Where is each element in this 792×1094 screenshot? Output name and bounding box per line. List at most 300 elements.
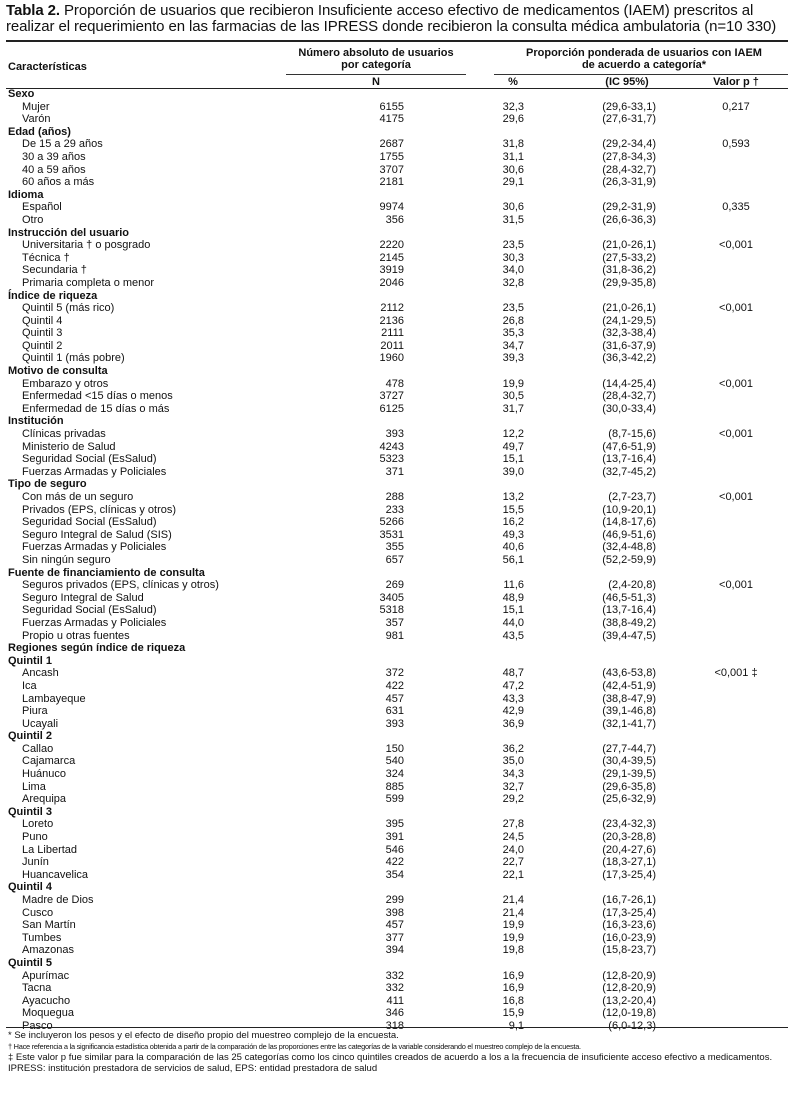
cell-percent: 34,7 — [502, 339, 524, 352]
cell-n: 540 — [385, 755, 404, 768]
cell-ci: (18,3-27,1) — [602, 856, 656, 869]
top-rule — [6, 40, 788, 42]
cell-percent: 31,5 — [502, 213, 524, 226]
header-underline-proportion — [494, 74, 788, 75]
cell-percent: 31,8 — [502, 138, 524, 151]
cell-ci: (13,7-16,4) — [602, 453, 656, 466]
row-label: Apurímac — [22, 969, 70, 982]
table-row — [6, 818, 788, 831]
cell-p-value: <0,001 — [719, 491, 753, 503]
row-label: Primaria completa o menor — [22, 276, 155, 289]
cell-ci: (31,8-36,2) — [602, 264, 656, 277]
cell-ci: (27,7-44,7) — [602, 742, 656, 755]
row-label: Varón — [22, 113, 51, 126]
cell-ci: (31,6-37,9) — [602, 339, 656, 352]
table-row — [6, 844, 788, 857]
footnote-p-value: ‡ Este valor p fue similar para la comparación de las 25 categorías como los cinco quintiles creados de acuerdo a los a la frecuencia de insuficiente acceso efectivo a medicamentos. — [8, 1052, 773, 1063]
row-label: Quintil 4 — [22, 314, 63, 327]
cell-p-value: <0,001 — [719, 579, 753, 592]
cell-percent: 12,2 — [502, 428, 524, 441]
table-row — [6, 705, 788, 718]
cell-n: 357 — [385, 616, 404, 629]
cell-ci: (29,9-35,8) — [602, 276, 656, 289]
header-p-value: Valor p † — [713, 76, 759, 88]
table-row — [6, 579, 788, 592]
cell-n: 981 — [385, 629, 404, 642]
cell-n: 599 — [385, 793, 404, 806]
table-row — [6, 995, 788, 1008]
table-row — [6, 214, 788, 227]
cell-n: 269 — [385, 579, 404, 592]
table-row — [6, 693, 788, 706]
row-label: Fuerzas Armadas y Policiales — [22, 541, 167, 554]
cell-n: 457 — [385, 919, 404, 932]
table-row — [6, 252, 788, 265]
table-row — [6, 378, 788, 391]
table-body — [6, 88, 788, 1033]
row-label: Edad (años) — [8, 125, 71, 138]
group-header-row — [6, 189, 788, 202]
cell-n: 3919 — [379, 264, 404, 277]
cell-ci: (28,4-32,7) — [602, 390, 656, 403]
cell-n: 393 — [385, 428, 404, 441]
table-row — [6, 151, 788, 164]
table-row — [6, 138, 788, 151]
table-row — [6, 781, 788, 794]
row-label: Ministerio de Salud — [22, 440, 116, 453]
cell-percent: 24,5 — [502, 831, 524, 844]
cell-percent: 19,9 — [502, 919, 524, 932]
cell-n: 3531 — [379, 528, 404, 541]
cell-ci: (17,3-25,4) — [602, 868, 656, 881]
cell-ci: (6,0-12,3) — [608, 1019, 656, 1032]
cell-n: 1755 — [379, 150, 404, 163]
cell-n: 233 — [385, 503, 404, 516]
cell-ci: (21,0-26,1) — [602, 239, 656, 252]
table-row — [6, 403, 788, 416]
cell-ci: (2,7-23,7) — [608, 491, 656, 503]
cell-n: 2111 — [381, 327, 404, 340]
footnote-significance: † Hace referencia a la significancia estadística obtenida a partir de la comparación de las proporciones entre las categorías de la variable considerando el muestreo complejo de la encuesta. — [8, 1042, 581, 1051]
row-label: Instrucción del usuario — [8, 226, 130, 239]
row-label: Quintil 5 (más rico) — [22, 302, 115, 315]
table-row — [6, 327, 788, 340]
table-caption: Proporción de usuarios que recibieron Insuficiente acceso efectivo de medicamentos (IAEM) prescritos al realizar el requerimiento en las farmacias de las IPRESS donde recibieron la consulta médica ambulatoria (n=10 330) — [6, 2, 777, 35]
header-percent: % — [508, 76, 518, 88]
row-label: Cusco — [22, 906, 54, 919]
header-n: N — [372, 76, 380, 88]
table-row — [6, 340, 788, 353]
cell-ci: (20,3-28,8) — [602, 831, 656, 844]
cell-percent: 23,5 — [502, 239, 524, 252]
row-label: Quintil 1 (más pobre) — [22, 352, 125, 365]
row-label: Índice de riqueza — [8, 289, 98, 302]
row-label: Arequipa — [22, 793, 67, 806]
table-row — [6, 907, 788, 920]
row-label: Puno — [22, 831, 48, 844]
row-label: Fuerzas Armadas y Policiales — [22, 465, 167, 478]
row-label: Ucayali — [22, 717, 59, 730]
table-row — [6, 529, 788, 542]
table-row — [6, 944, 788, 957]
table-row — [6, 919, 788, 932]
cell-ci: (12,8-20,9) — [602, 969, 656, 982]
cell-percent: 43,3 — [502, 692, 524, 705]
cell-n: 631 — [385, 705, 404, 718]
cell-p-value: 0,217 — [722, 100, 750, 113]
cell-n: 324 — [385, 768, 404, 781]
row-label: Quintil 2 — [22, 339, 63, 352]
cell-ci: (38,8-47,9) — [602, 692, 656, 705]
cell-percent: 39,3 — [502, 352, 524, 365]
cell-n: 478 — [385, 377, 404, 390]
cell-ci: (28,4-32,7) — [602, 163, 656, 176]
row-label: Universitaria † o posgrado — [22, 239, 151, 252]
cell-ci: (23,4-32,3) — [602, 818, 656, 831]
cell-ci: (12,8-20,9) — [602, 982, 656, 995]
row-label: Otro — [22, 213, 44, 226]
table-row — [6, 932, 788, 945]
cell-n: 657 — [385, 553, 404, 566]
cell-percent: 34,3 — [502, 768, 524, 781]
row-label: Huancavelica — [22, 868, 89, 881]
cell-p-value: <0,001 — [719, 377, 753, 390]
cell-p-value: <0,001 — [719, 428, 753, 441]
table-title — [6, 3, 788, 35]
header-ci: (IC 95%) — [605, 76, 649, 88]
table-row — [6, 743, 788, 756]
cell-n: 457 — [385, 692, 404, 705]
row-label: Motivo de consulta — [8, 365, 108, 378]
cell-n: 318 — [385, 1019, 404, 1032]
cell-ci: (20,4-27,6) — [602, 843, 656, 856]
cell-percent: 47,2 — [502, 679, 524, 692]
cell-percent: 34,0 — [502, 264, 524, 277]
row-label: Seguridad Social (EsSalud) — [22, 604, 157, 617]
cell-percent: 29,1 — [502, 176, 524, 189]
group-header-row — [6, 290, 788, 303]
cell-n: 377 — [385, 931, 404, 944]
cell-percent: 13,2 — [502, 491, 524, 503]
cell-n: 332 — [385, 982, 404, 995]
table-row — [6, 491, 788, 504]
header-underline-number — [286, 74, 466, 75]
table-row — [6, 504, 788, 517]
cell-n: 9974 — [379, 201, 404, 214]
cell-ci: (8,7-15,6) — [608, 428, 656, 441]
cell-percent: 30,3 — [502, 251, 524, 264]
row-label: Técnica † — [22, 251, 70, 264]
row-label: Tipo de seguro — [8, 478, 87, 491]
table-row — [6, 617, 788, 630]
cell-n: 2687 — [379, 138, 404, 151]
header-characteristics: Características — [8, 61, 87, 73]
cell-n: 394 — [385, 944, 404, 957]
cell-percent: 24,0 — [502, 843, 524, 856]
cell-n: 288 — [385, 491, 404, 503]
cell-percent: 30,5 — [502, 390, 524, 403]
row-label: Ancash — [22, 667, 59, 680]
cell-n: 2181 — [379, 176, 404, 189]
cell-n: 3405 — [379, 591, 404, 604]
cell-ci: (27,5-33,2) — [602, 251, 656, 264]
table-row — [6, 277, 788, 290]
cell-ci: (42,4-51,9) — [602, 679, 656, 692]
cell-n: 5266 — [379, 516, 404, 529]
cell-n: 422 — [385, 856, 404, 869]
cell-percent: 44,0 — [502, 616, 524, 629]
cell-percent: 49,3 — [502, 528, 524, 541]
bottom-rule — [6, 1027, 788, 1028]
cell-n: 2046 — [379, 276, 404, 289]
table-row — [6, 541, 788, 554]
table-row — [6, 176, 788, 189]
cell-n: 2011 — [380, 339, 404, 352]
table-row — [6, 315, 788, 328]
row-label: Loreto — [22, 818, 54, 831]
cell-ci: (26,3-31,9) — [602, 176, 656, 189]
cell-percent: 32,7 — [502, 780, 524, 793]
cell-percent: 19,9 — [502, 377, 524, 390]
cell-n: 5323 — [379, 453, 404, 466]
table-row — [6, 101, 788, 114]
cell-ci: (27,6-31,7) — [602, 113, 656, 126]
cell-percent: 36,2 — [502, 742, 524, 755]
cell-p-value: <0,001 — [719, 302, 753, 315]
row-label: San Martín — [22, 919, 76, 932]
cell-percent: 48,9 — [502, 591, 524, 604]
cell-n: 393 — [385, 717, 404, 730]
cell-ci: (52,2-59,9) — [602, 553, 656, 566]
cell-percent: 30,6 — [502, 163, 524, 176]
cell-n: 1960 — [379, 352, 404, 365]
row-label: La Libertad — [22, 843, 78, 856]
table-row — [6, 352, 788, 365]
cell-ci: (32,7-45,2) — [602, 465, 656, 478]
table-row — [6, 630, 788, 643]
table-row — [6, 718, 788, 731]
row-label: Seguridad Social (EsSalud) — [22, 453, 157, 466]
table-row — [6, 1007, 788, 1020]
header-proportion — [494, 47, 792, 71]
cell-percent: 15,1 — [502, 604, 524, 617]
cell-ci: (29,2-31,9) — [602, 201, 656, 214]
cell-p-value: 0,335 — [722, 201, 750, 214]
footnote-weights: * Se incluyeron los pesos y el efecto de diseño propio del muestreo complejo de la encuesta. — [8, 1030, 399, 1041]
footnote-abbreviations: IPRESS: institución prestadora de servicios de salud, EPS: entidad prestadora de salud — [8, 1063, 378, 1074]
cell-n: 332 — [385, 969, 404, 982]
row-label: Privados (EPS, clínicas y otros) — [22, 503, 177, 516]
cell-ci: (36,3-42,2) — [602, 352, 656, 365]
cell-ci: (29,2-34,4) — [602, 138, 656, 151]
row-label: Propio u otras fuentes — [22, 629, 130, 642]
cell-n: 395 — [385, 818, 404, 831]
group-header-row — [6, 655, 788, 668]
group-header-row — [6, 88, 788, 101]
group-header-row — [6, 957, 788, 970]
cell-n: 6125 — [379, 402, 404, 415]
cell-percent: 39,0 — [502, 465, 524, 478]
cell-n: 391 — [385, 831, 404, 844]
cell-ci: (39,4-47,5) — [602, 629, 656, 642]
table-row — [6, 453, 788, 466]
cell-ci: (25,6-32,9) — [602, 793, 656, 806]
row-label: Ayacucho — [22, 994, 71, 1007]
cell-percent: 35,3 — [502, 327, 524, 340]
cell-ci: (16,0-23,9) — [602, 931, 656, 944]
cell-n: 398 — [385, 906, 404, 919]
table-row — [6, 667, 788, 680]
cell-n: 372 — [385, 667, 404, 680]
cell-n: 3727 — [379, 390, 404, 403]
cell-percent: 15,1 — [502, 453, 524, 466]
cell-ci: (39,1-46,8) — [602, 705, 656, 718]
group-header-row — [6, 365, 788, 378]
cell-percent: 22,1 — [502, 868, 524, 881]
group-header-row — [6, 806, 788, 819]
row-label: 30 a 39 años — [22, 150, 86, 163]
table-footnotes — [8, 1030, 790, 1074]
table-row — [6, 113, 788, 126]
cell-percent: 16,2 — [502, 516, 524, 529]
cell-ci: (13,2-20,4) — [602, 994, 656, 1007]
cell-percent: 36,9 — [502, 717, 524, 730]
row-label: Ica — [22, 679, 37, 692]
row-label: Quintil 1 — [8, 654, 52, 667]
cell-percent: 11,6 — [503, 579, 524, 592]
row-label: Español — [22, 201, 62, 214]
row-label: 40 a 59 años — [22, 163, 86, 176]
cell-n: 4243 — [379, 440, 404, 453]
table-row — [6, 554, 788, 567]
row-label: Quintil 5 — [8, 956, 52, 969]
row-label: Idioma — [8, 188, 44, 201]
cell-ci: (47,6-51,9) — [602, 440, 656, 453]
cell-n: 4175 — [379, 113, 404, 126]
table-row — [6, 755, 788, 768]
group-header-row — [6, 567, 788, 580]
table-row — [6, 239, 788, 252]
header-absolute-number-line2: por categoría — [341, 59, 411, 71]
cell-n: 885 — [385, 780, 404, 793]
cell-percent: 29,2 — [502, 793, 524, 806]
cell-n: 422 — [385, 679, 404, 692]
cell-percent: 42,9 — [502, 705, 524, 718]
table-row — [6, 982, 788, 995]
table-row — [6, 516, 788, 529]
row-label: Huánuco — [22, 768, 67, 781]
row-label: Lambayeque — [22, 692, 86, 705]
table-row — [6, 201, 788, 214]
cell-ci: (26,6-36,3) — [602, 213, 656, 226]
cell-n: 546 — [385, 843, 404, 856]
cell-percent: 16,8 — [502, 994, 524, 1007]
cell-ci: (43,6-53,8) — [602, 667, 656, 680]
cell-n: 2112 — [380, 302, 404, 315]
cell-n: 2145 — [379, 251, 404, 264]
cell-ci: (2,4-20,8) — [608, 579, 656, 592]
cell-ci: (30,4-39,5) — [602, 755, 656, 768]
row-label: Tumbes — [22, 931, 62, 944]
cell-ci: (13,7-16,4) — [602, 604, 656, 617]
cell-percent: 29,6 — [502, 113, 524, 126]
cell-percent: 48,7 — [502, 667, 524, 680]
cell-percent: 21,4 — [502, 906, 524, 919]
cell-n: 346 — [385, 1007, 404, 1020]
cell-percent: 32,8 — [502, 276, 524, 289]
cell-percent: 22,7 — [502, 856, 524, 869]
group-header-row — [6, 730, 788, 743]
cell-n: 371 — [385, 465, 404, 478]
cell-percent: 31,7 — [502, 402, 524, 415]
cell-ci: (38,8-49,2) — [602, 616, 656, 629]
header-proportion-line2: de acuerdo a categoría* — [581, 59, 707, 71]
cell-ci: (30,0-33,4) — [602, 402, 656, 415]
group-header-row — [6, 227, 788, 240]
row-label: Pasco — [22, 1019, 53, 1032]
table-row — [6, 768, 788, 781]
cell-n: 2220 — [379, 239, 404, 252]
table-row — [6, 428, 788, 441]
row-label: Fuerzas Armadas y Policiales — [22, 616, 167, 629]
group-header-row — [6, 478, 788, 491]
row-label: Embarazo y otros — [22, 377, 109, 390]
table-row — [6, 592, 788, 605]
cell-n: 150 — [385, 742, 404, 755]
table-row — [6, 302, 788, 315]
row-label: Quintil 4 — [8, 881, 52, 894]
cell-n: 354 — [385, 868, 404, 881]
row-label: Seguridad Social (EsSalud) — [22, 516, 157, 529]
cell-percent: 15,9 — [502, 1007, 524, 1020]
cell-ci: (32,1-41,7) — [602, 717, 656, 730]
cell-ci: (27,8-34,3) — [602, 150, 656, 163]
table-row — [6, 793, 788, 806]
row-label: Amazonas — [22, 944, 74, 957]
cell-percent: 43,5 — [502, 629, 524, 642]
row-label: Lima — [22, 780, 46, 793]
row-label: Fuente de financiamiento de consulta — [8, 566, 205, 579]
table-row — [6, 264, 788, 277]
row-label: Seguro Integral de Salud — [22, 591, 144, 604]
cell-ci: (16,3-23,6) — [602, 919, 656, 932]
table-row — [6, 390, 788, 403]
row-label: Enfermedad de 15 días o más — [22, 402, 170, 415]
table-row — [6, 970, 788, 983]
cell-ci: (10,9-20,1) — [602, 503, 656, 516]
cell-percent: 15,5 — [502, 503, 524, 516]
table-row — [6, 164, 788, 177]
cell-percent: 30,6 — [502, 201, 524, 214]
row-label: Piura — [22, 705, 48, 718]
cell-percent: 19,8 — [502, 944, 524, 957]
cell-ci: (24,1-29,5) — [602, 314, 656, 327]
row-label: Sexo — [8, 88, 35, 100]
table-row — [6, 604, 788, 617]
cell-percent: 40,6 — [502, 541, 524, 554]
cell-percent: 16,9 — [502, 982, 524, 995]
cell-ci: (14,8-17,6) — [602, 516, 656, 529]
row-label: Callao — [22, 742, 54, 755]
group-header-row — [6, 642, 788, 655]
cell-percent: 56,1 — [502, 553, 524, 566]
table-row — [6, 894, 788, 907]
cell-percent: 21,4 — [502, 894, 524, 906]
cell-ci: (46,9-51,6) — [602, 528, 656, 541]
row-label: Secundaria † — [22, 264, 87, 277]
group-header-row — [6, 415, 788, 428]
cell-ci: (29,1-39,5) — [602, 768, 656, 781]
